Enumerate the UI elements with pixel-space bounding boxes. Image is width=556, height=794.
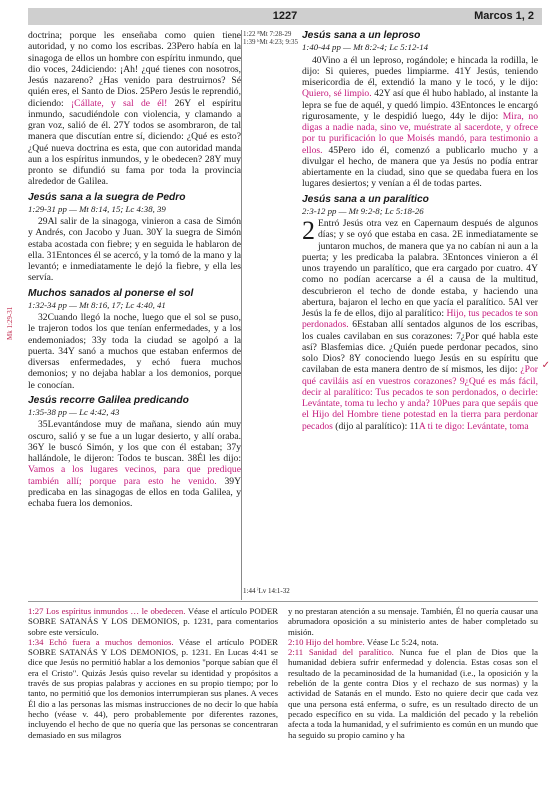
page-header xyxy=(28,8,542,25)
cross-reference: 1:22 ⁸Mt 7:28-29 xyxy=(243,30,292,38)
words-of-jesus: ¡Cállate, y sal de él! xyxy=(70,97,168,109)
right-column xyxy=(302,30,538,432)
paragraph: 32Cuando llegó la noche, luego que el sol se puso, le trajeron todos los que tenían enfermedades, y a los endemoniados; 33y toda la ciudad se agolpó a la puerta. 34Y sanó a muchos que estaban enfermos de diversas enfermedades, y echó fuera muchos demonios; y no dejaba hablar a los demonios, porque le conocían. xyxy=(28,312,241,391)
parallel-reference: 1:32-34 pp — Mt 8:16, 17; Lc 4:40, 41 xyxy=(28,299,166,310)
section-heading: Jesús recorre Galilea predicando xyxy=(28,394,189,406)
section-heading: Jesús sana a la suegra de Pedro xyxy=(28,191,186,203)
words-of-jesus: Mira, no digas a nadie nada, sino ve, muéstrate al sacerdote, y ofrece por tu purificación lo que Moisés mandó, para testimonio a ellos. xyxy=(302,110,539,156)
section-heading: Jesús sana a un leproso xyxy=(302,30,421,41)
study-note: 2:10 Hijo del hombre. Véase Lc 5:24, nota. xyxy=(288,636,439,647)
study-note: 1:27 Los espíritus inmundos … le obedecen. Véase el artículo PODER SOBRE SATANÁS Y LOS DEMONIOS, p. 1231, para comentarios sobre este versículo. xyxy=(28,606,278,637)
margin-check-mark: ✓ xyxy=(541,360,550,371)
parallel-reference: 1:40-44 pp — Mt 8:2-4; Lc 5:12-14 xyxy=(302,42,429,52)
cross-reference-column xyxy=(243,30,298,47)
words-of-jesus: Quiero, sé limpio. xyxy=(302,88,372,100)
left-column xyxy=(28,30,241,509)
study-notes-right xyxy=(288,606,538,740)
page-number: 1227 xyxy=(272,10,298,22)
cross-reference: 1:44 ⁱLv 14:1-32 xyxy=(243,587,290,595)
paragraph: doctrina; porque les enseñaba como quien tiene autoridad, y no como los escribas. 23Pero había en la sinagoga de ellos un hombre con espíritu inmundo, que dio voces, 24diciendo: ¡Ah! ¿qué tienes con nosotros, Jesús nazareno? ¿Has venido para destruirnos? Sé quién eres, el Santo de Dios. 25Pero Jesús le reprendió, diciendo: ¡Cállate, y sal de él! 26Y el espíritu inmundo, sacudiéndole con violencia, y clamando a gran voz, salió de él. 27Y todos se asombraron, de tal manera que discutían entre sí, diciendo: ¿Qué es esto? ¿Qué nueva doctrina es esta, que con autoridad manda aun a los espíritus inmundos, y le obedecen? 28Y muy pronto se difundió su fama por toda la provincia alrededor de Galilea. xyxy=(28,30,242,188)
study-note: y no prestaran atención a su mensaje. También, Él no quería causar una abrumadora oposición a su ministerio antes de haber completado su misión. xyxy=(288,606,538,637)
parallel-reference: 1:29-31 pp — Mt 8:14, 15; Lc 4:38, 39 xyxy=(28,203,166,214)
paragraph: 2 Entró Jesús otra vez en Capernaum después de algunos días; y se oyó que estaba en casa. 2E inmediatamente se juntaron muchos, de manera que ya no cabían ni aun a la puerta; y les predicaba la palabra. 3Entonces vinieron a él unos trayendo un paralítico, que era cargado por cuatro. 4Y como no podían acercarse a él a causa de la multitud, descubrieron el techo de donde estaba, y haciendo una abertura, bajaron el lecho en que yacía el paralítico. 5Al ver Jesús la fe de ellos, dijo al paralítico: Hijo, tus pecados te son perdonados. 6Estaban allí sentados algunos de los escribas, los cuales cavilaban en sus corazones: 7¿Por qué habla este así? Blasfemias dice. ¿Quién puede perdonar pecados, sino solo Dios? 8Y conociendo luego Jesús en su espíritu que cavilaban de esta manera dentro de sí mismos, les dijo: ¿Por qué caviláis así en vuestros corazones? 9¿Qué es más fácil, decir al paralítico: Tus pecados te son perdonados, o decirle: Levántate, toma tu lecho y anda? 10Pues para que sepáis que el Hijo del Hombre tiene potestad en la tierra para perdonar pecados (dijo al paralítico): 11A ti te digo: Levántate, toma xyxy=(302,216,538,432)
study-note: 1:34 Echó fuera a muchos demonios. Véase el artículo PODER SOBRE SATANÁS Y LOS DEMONIOS, p. 1231. En Lucas 4:41 se dice que Jesús no permitió hablar a los demonios "porque sabían que él era el Cristo". Quizás Jesús quiso revelar su identidad y propósitos a través de sus propias palabras y acciones en su propio tiempo; por lo tanto, no permitió que los demonios interrumpieran sus planes. A veces Él dio a las personas las mismas instrucciones de no decir lo que había hecho (véase v. 44), pero probablemente por diferentes razones, incluyendo el hecho de que no quería que las personas se concentraran demasiado en sus milagros xyxy=(28,636,278,740)
study-notes-left xyxy=(28,606,278,740)
paragraph: 29Al salir de la sinagoga, vinieron a casa de Simón y Andrés, con Jacobo y Juan. 30Y la suegra de Simón estaba acostada con fiebre; y en seguida le hablaron de ella. 31Entonces él se acercó, y la tomó de la mano y la levantó; e inmediatamente le dejó la fiebre, y ella les servía. xyxy=(28,216,241,284)
section-heading: Jesús sana a un paralítico xyxy=(302,193,429,205)
section-heading: Muchos sanados al ponerse el sol xyxy=(28,287,194,299)
column-divider xyxy=(241,30,242,600)
words-of-jesus: ¿Por qué caviláis así en vuestros corazones? 9¿Qué es más fácil, decir al paralítico: Tus pecados te son perdonados, o decirle: Levántate, toma tu lecho y anda? 10Pues para que sepáis que el Hijo del Hombre tiene potestad en la tierra para perdonar pecados xyxy=(302,364,538,432)
paragraph: 40Vino a él un leproso, rogándole; e hincada la rodilla, le dijo: Si quieres, puedes limpiarme. 41Y Jesús, teniendo misericordia de él, extendió la mano y le tocó, y le dijo: Quiero, sé limpio. 42Y así que él hubo hablado, al instante la lepra se fue de aquél, y quedó limpio. 43Entonces le encargó rigurosamente, y le despidió luego, 44y le dijo: Mira, no digas a nadie nada, sino ve, muéstrate al sacerdote, y ofrece por tu purificación lo que Moisés mandó, para testimonio a ellos. 45Pero ido él, comenzó a publicarlo mucho y a divulgar el hecho, de manera que ya Jesús no podía entrar abiertamente en la ciudad, sino que se quedaba fuera en los lugares desiertos; y venían a él de todas partes. xyxy=(302,54,539,190)
words-of-jesus: Vamos a los lugares vecinos, para que predique también allí; porque para esto he venido. xyxy=(28,464,241,487)
words-of-jesus: Hijo, tus pecados te son perdonados. xyxy=(302,308,538,331)
parallel-reference: 1:35-38 pp — Lc 4:42, 43 xyxy=(28,406,120,417)
chapter-number: 2 xyxy=(302,216,315,245)
cross-reference: 1:39 ʰMt 4:23; 9:35 xyxy=(243,38,298,47)
margin-handwriting-text: Mk 1:29-31 xyxy=(6,306,14,340)
book-chapter: Marcos 1, 2 xyxy=(474,10,534,22)
margin-handwriting xyxy=(6,200,16,340)
study-note: 2:11 Sanidad del paralítico. Nunca fue el plan de Dios que la humanidad debiera sufrir enfermedad y dolencia. Estas cosas son el resultado de la pecaminosidad de la humanidad (i.e., la oposición y la rebelión de la gente contra Dios y el rechazo de sus normas) y la actividad de Satanás en el mundo. Esto no quiere decir que cada vez que una persona está enferma, o sufre, es un resultado directo de un pecado específico en su vida. La maldición del pecado y la rebelión afecta a toda la humanidad, y el sufrimiento es común en un mundo que ha seguido su propio camino y ha xyxy=(288,647,539,740)
parallel-reference: 2:3-12 pp — Mt 9:2-8; Lc 5:18-26 xyxy=(302,205,424,216)
paragraph: 35Levantándose muy de mañana, siendo aún muy oscuro, salió y se fue a un lugar desierto, y allí oraba. 36Y le buscó Simón, y los que con él estaban; 37y hallándole, le dijeron: Todos te buscan. 38Él les dijo: Vamos a los lugares vecinos, para que predique también allí; porque para esto he venido. 39Y predicaba en las sinagogas de ellos en toda Galilea, y echaba fuera los demonios. xyxy=(28,419,241,509)
study-notes xyxy=(28,601,538,792)
words-of-jesus: A ti te digo: Levántate, toma xyxy=(418,420,529,432)
